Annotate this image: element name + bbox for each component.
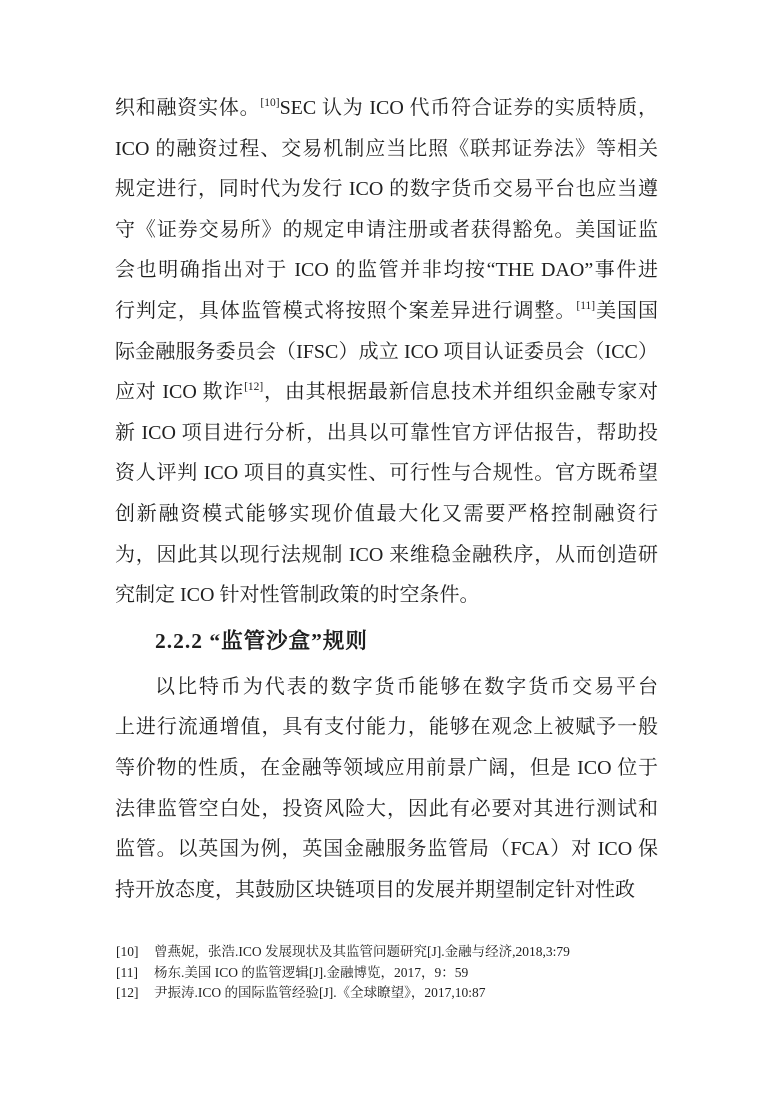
body-line: 以比特币为代表的数字货币能够在数字货币交易平台: [155, 675, 658, 698]
body-text: 织和融资实体。: [115, 97, 261, 119]
footnote-marker: [12]: [116, 985, 139, 1001]
body-line: 法律监管空白处，投资风险大，因此有必要对其进行测试和: [115, 797, 658, 820]
footnote-ref-11: [11]: [576, 299, 596, 312]
footnote-marker: [10]: [116, 944, 139, 959]
body-line: [115, 372, 658, 413]
footnote-text: 曾燕妮，张浩.ICO 发展现状及其监管问题研究[J].金融与经济,2018,3:79: [154, 944, 570, 959]
body-line: 守《证券交易所》的规定申请注册或者获得豁免。美国证监: [115, 218, 658, 241]
body-line: 监管。以英国为例，英国金融服务监管局（FCA）对 ICO 保: [115, 838, 658, 861]
body-line: [115, 88, 658, 129]
body-text: ，由其根据最新信息技术并组织金融专家对: [263, 381, 658, 404]
body-line: 等价物的性质，在金融等领域应用前景广阔，但是 ICO 位于: [115, 756, 658, 779]
page-body: [115, 88, 658, 910]
body-line: 资人评判 ICO 项目的真实性、可行性与合规性。官方既希望: [115, 462, 658, 485]
body-line: 创新融资模式能够实现价值最大化又需要严格控制融资行: [115, 502, 658, 525]
body-line: 规定进行，同时代为发行 ICO 的数字货币交易平台也应当遵: [115, 178, 658, 201]
footnote-text: 尹振涛.ICO 的国际监管经验[J].《全球瞭望》，2017,10:87: [154, 985, 486, 1001]
body-line: 新 ICO 项目进行分析，出具以可靠性官方评估报告，帮助投: [115, 421, 658, 444]
footnote-ref-10: [10]: [260, 97, 280, 109]
body-line: 持开放态度，其鼓励区块链项目的发展并期望制定针对性政: [115, 878, 635, 901]
body-text: 美国国: [595, 299, 658, 322]
body-line: 上进行流通增值，具有支付能力，能够在观念上被赋予一般: [115, 716, 658, 739]
footnote-item: [116, 942, 716, 963]
body-text: 应对 ICO 欺诈: [115, 381, 245, 404]
body-line: 究制定 ICO 针对性管制政策的时空条件。: [115, 584, 480, 607]
body-line: 会也明确指出对于 ICO 的监管并非均按“THE DAO”事件进: [115, 259, 658, 282]
footnote-item: [116, 983, 716, 1004]
body-text: 行判定，具体监管模式将按照个案差异进行调整。: [115, 299, 577, 322]
section-heading: 2.2.2 “监管沙盒”规则: [155, 628, 368, 653]
footnote-text: 杨东.美国 ICO 的监管逻辑[J].金融博览，2017，9：59: [154, 964, 469, 980]
footnote-ref-12: [12]: [244, 381, 264, 394]
body-line: 为，因此其以现行法规制 ICO 来维稳金融秩序，从而创造研: [115, 543, 658, 566]
footnote-item: [116, 963, 716, 984]
body-text: SEC 认为 ICO 代币符合证券的实质特质，: [279, 97, 658, 119]
body-line: ICO 的融资过程、交易机制应当比照《联邦证券法》等相关: [115, 137, 658, 160]
footnote-marker: [11]: [116, 964, 138, 980]
body-line: 际金融服务委员会（IFSC）成立 ICO 项目认证委员会（ICC）: [115, 340, 658, 363]
body-line: [115, 291, 658, 332]
footnotes-section: [116, 942, 716, 1004]
